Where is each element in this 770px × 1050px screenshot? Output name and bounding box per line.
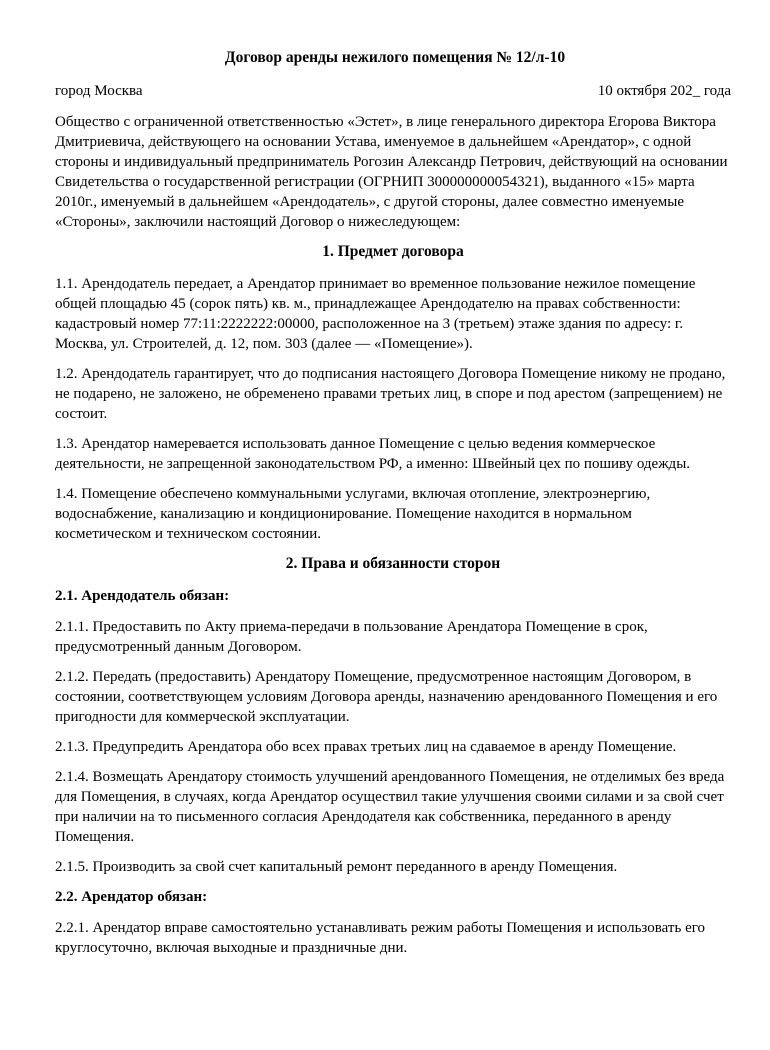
contract-date: 10 октября 202_ года — [597, 83, 731, 99]
document-page — [55, 48, 731, 968]
clause-2-1-3: 2.1.3. Предупредить Арендатора обо всех правах третьих лиц на сдаваемое в аренду Помещение. — [55, 739, 677, 755]
city: город Москва — [55, 83, 143, 99]
preamble-paragraph: Общество с ограниченной ответственностью «Эстет», в лице генерального директора Егорова Виктора Дмитриевича, действующего на основании Устава, именуемое в дальнейшем «Арендатор», с одной стороны и индивидуальный предприниматель Рогозин Александр Петрович, действующий на основании Свидетельства о государственной регистрации (ОГРНИП 300000000054321), выданного «15» марта 2010г., именуемый в дальнейшем «Арендодатель», с другой стороны, далее совместно именуемые «Стороны», заключили настоящий Договор о нижеследующем: — [55, 114, 728, 230]
clause-2-1-5: 2.1.5. Производить за свой счет капитальный ремонт переданного в аренду Помещения. — [55, 859, 618, 875]
clause-1-1: 1.1. Арендодатель передает, а Арендатор принимает во временное пользование нежилое помещение общей площадью 45 (сорок пять) кв. м., принадлежащее Арендодателю на правах собственности: кадастровый номер 77:11:2222222:00000, расположенное на 3 (третьем) этаже здания по адресу: г. Москва, ул. Строителей, д. 12, пом. 303 (далее — «Помещение»). — [55, 276, 696, 352]
clause-1-3: 1.3. Арендатор намеревается использовать данное Помещение с целью ведения коммерческое деятельности, не запрещенной законодательством РФ, а именно: Швейный цех по пошиву одежды. — [55, 436, 691, 472]
subsection-2-1-title: 2.1. Арендодатель обязан: — [55, 588, 230, 604]
clause-2-1-2: 2.1.2. Передать (предоставить) Арендатору Помещение, предусмотренное настоящим Договором, в состоянии, соответствующем условиям Договора аренды, назначению арендованного Помещения и его пригодности для коммерческой эксплуатации. — [55, 669, 718, 725]
clause-1-4: 1.4. Помещение обеспечено коммунальными услугами, включая отопление, электроэнергию, водоснабжение, канализацию и кондиционирование. Помещение находится в нормальном косметическом и техническом состоянии. — [55, 486, 651, 542]
clause-2-1-4: 2.1.4. Возмещать Арендатору стоимость улучшений арендованного Помещения, не отделимых без вреда для Помещения, в случаях, когда Арендатор осуществил такие улучшения своими силами и за свой счет при наличии на то письменного согласия Арендодателя как собственника, переданного в аренду Помещения. — [55, 769, 725, 845]
place-date-line — [55, 81, 731, 101]
clause-2-1-1: 2.1.1. Предоставить по Акту приема-передачи в пользование Арендатора Помещение в срок, предусмотренный данным Договором. — [55, 619, 648, 655]
section-1-title: 1. Предмет договора — [322, 243, 464, 260]
clause-1-2: 1.2. Арендодатель гарантирует, что до подписания настоящего Договора Помещение никому не продано, не подарено, не заложено, не обременено правами третьих лиц, в споре и под арестом (запрещением) не состоит. — [55, 366, 726, 422]
section-2-title: 2. Права и обязанности сторон — [285, 555, 501, 572]
document-title: Договор аренды нежилого помещения № 12/л-10 — [224, 49, 566, 66]
subsection-2-2-title: 2.2. Арендатор обязан: — [55, 889, 208, 905]
clause-2-2-1: 2.2.1. Арендатор вправе самостоятельно устанавливать режим работы Помещения и использовать его круглосуточно, включая выходные и праздничные дни. — [55, 920, 706, 956]
